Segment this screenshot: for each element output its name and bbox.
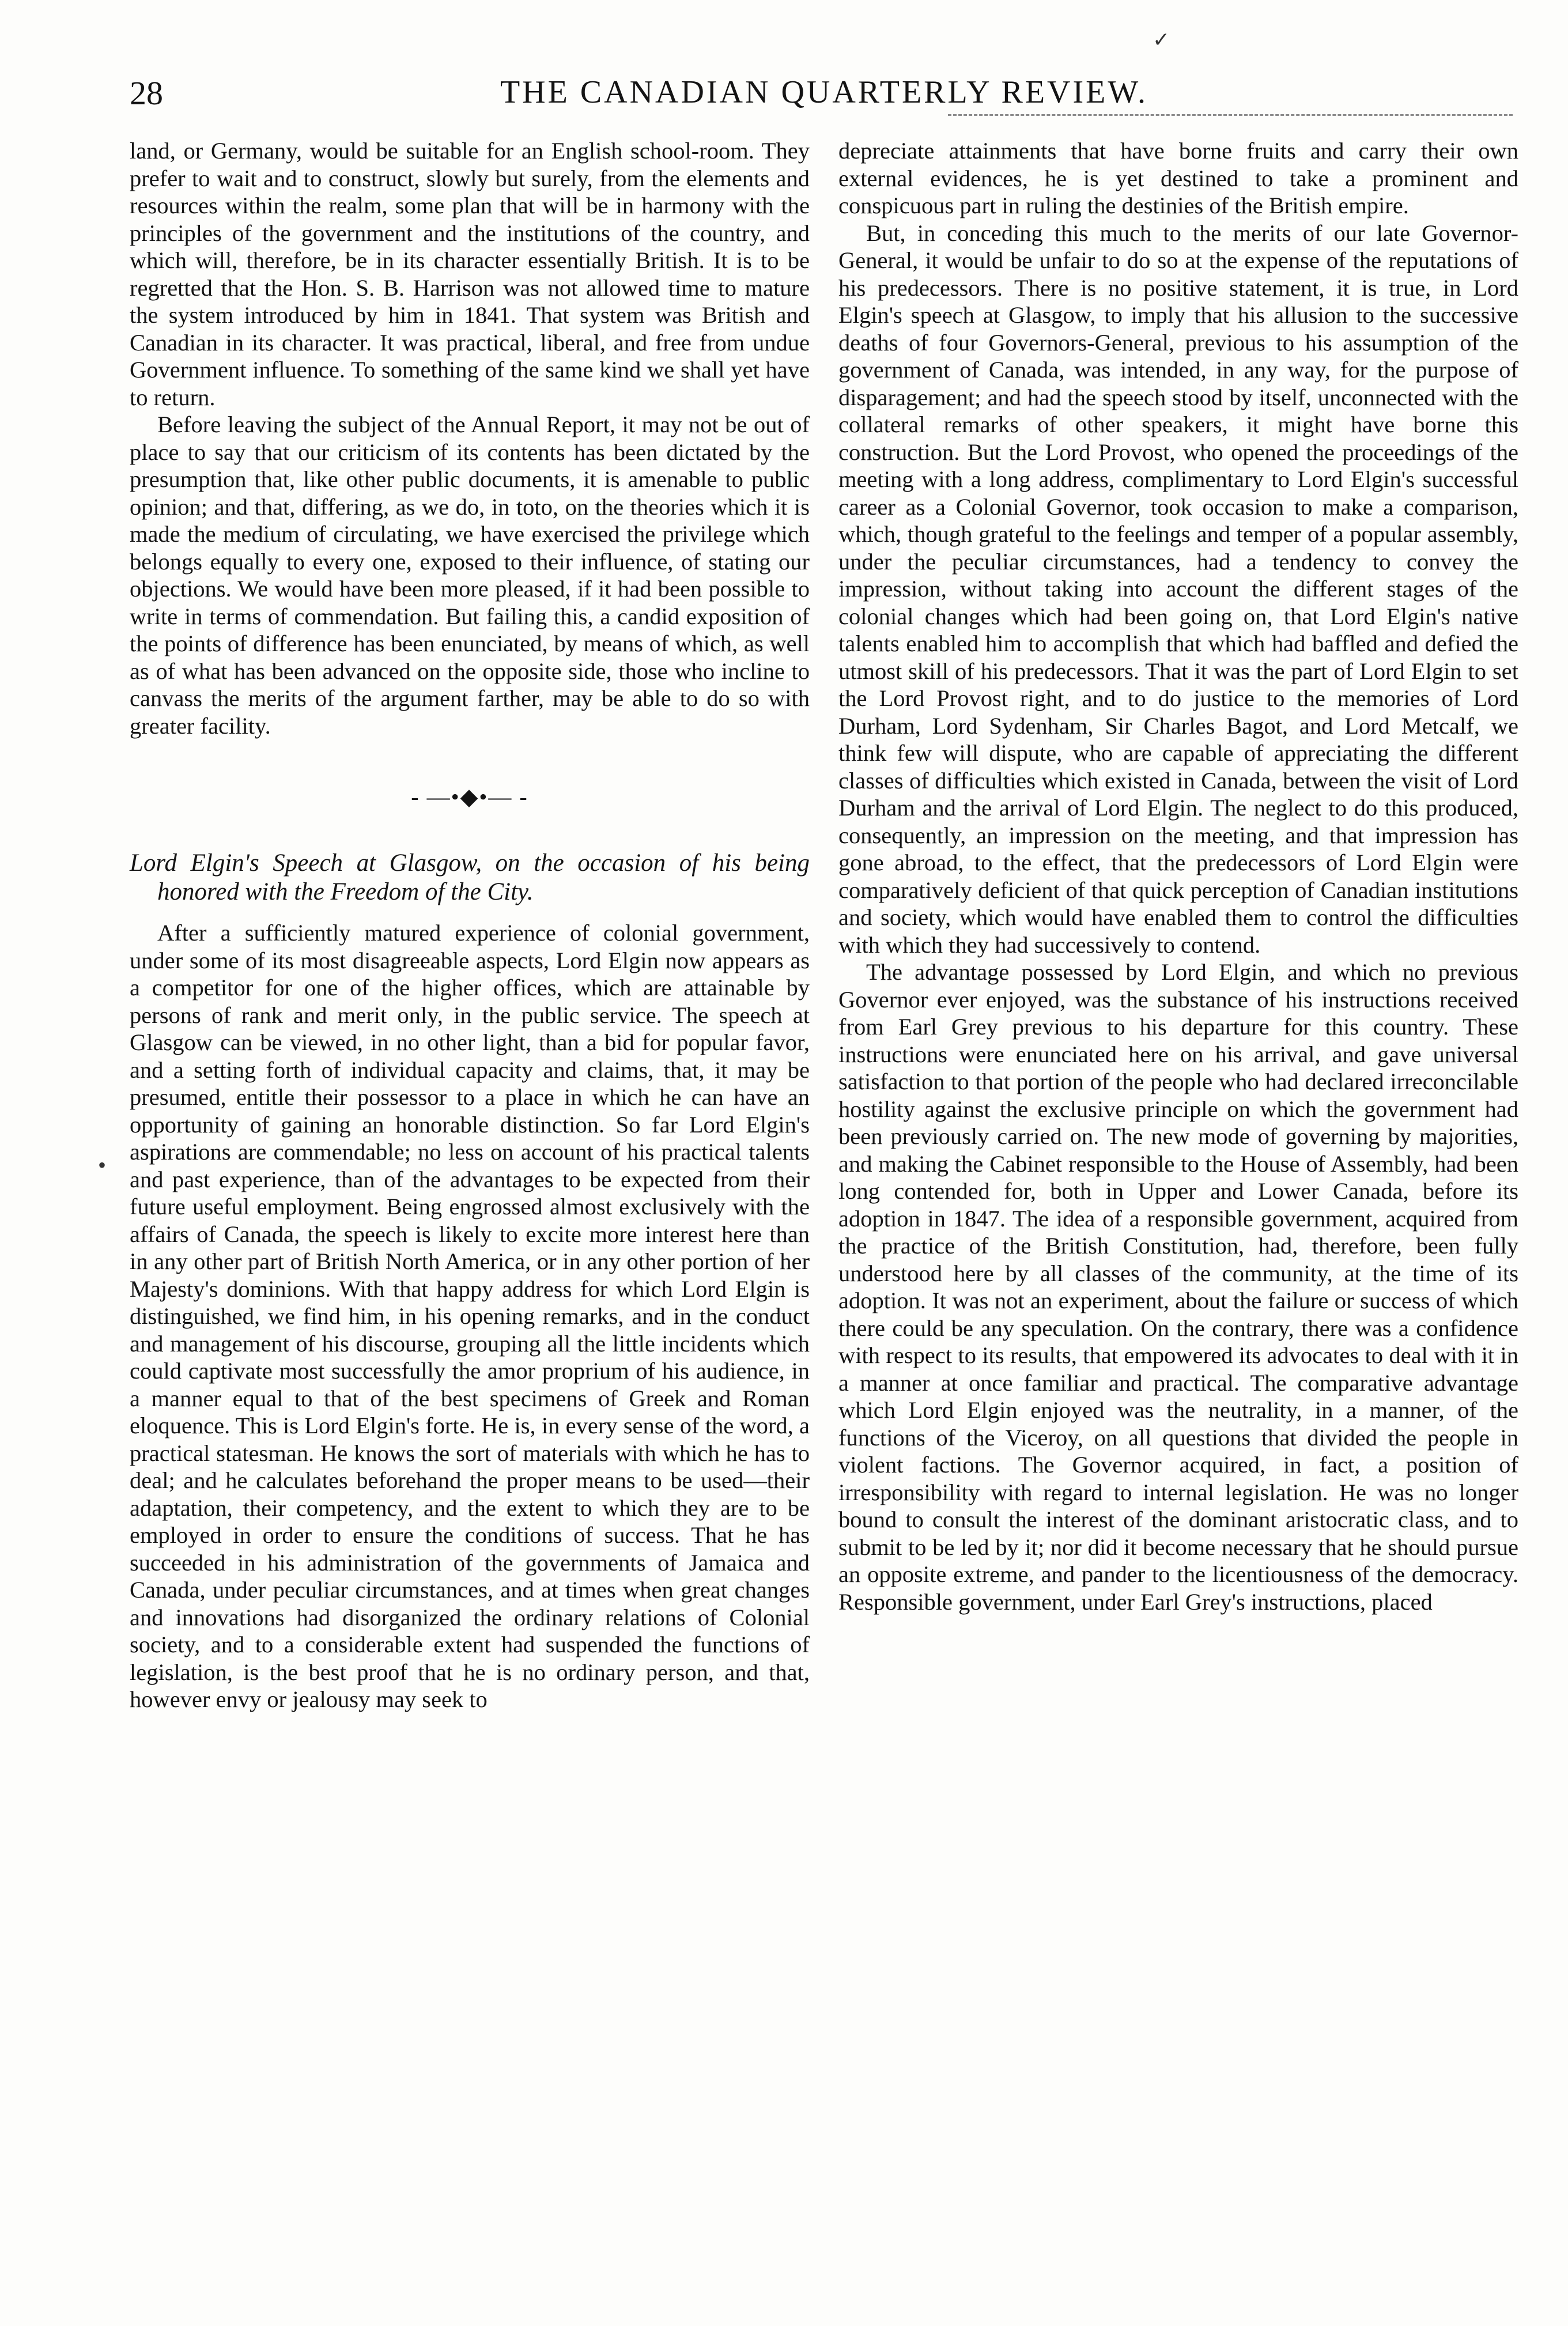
margin-bullet: • bbox=[98, 1152, 107, 1178]
left-column bbox=[130, 137, 810, 1713]
tick-mark: ✓ bbox=[1153, 28, 1170, 51]
paragraph: land, or Germany, would be suitable for an English school-room. They prefer to wait and to construct, slowly but surely, from the elements and resources within the realm, some plan that will be in harmony with the principles of the government and the institutions of the country, and which will, therefore, be in its character essentially British. It is to be regretted that the Hon. S. B. Harrison was not allowed time to mature the system introduced by him in 1841. That system was British and Canadian in its character. It was practical, liberal, and free from undue Government influence. To something of the same kind we shall yet have to return. bbox=[130, 138, 810, 410]
paragraph: Before leaving the subject of the Annual Report, it may not be out of place to say that our criticism of its contents has been dictated by the presumption that, like other public documents, it is amenable to public opinion; and that, differing, as we do, in toto, on the theories which it is made the medium of circulating, we have exercised the privilege which belongs equally to every one, exposed to their influence, of stating our objections. We would have been more pleased, if it had been possible to write in terms of commendation. But failing this, a candid exposition of the points of difference has been enunciated, by means of which, as well as of what has been advanced on the opposite side, those who incline to canvass the merits of the argument farther, may be able to do so with greater facility. bbox=[130, 411, 810, 739]
paragraph: After a sufficiently matured experience of colonial government, under some of its most disagreeable aspects, Lord Elgin now appears as a competitor for one of the higher offices, which are attainable by persons of rank and merit only, in the public service. The speech at Glasgow can be viewed, in no other light, than a bid for popular favor, and a setting forth of individual capacity and claims, that, it may be presumed, entitle their possessor to a place in which he can have an opportunity of gaining an honorable distinction. So far Lord Elgin's aspirations are commendable; no less on account of his practical talents and past experience, than of the advantages to be expected from their future useful employment. Being engrossed almost exclusively with the affairs of Canada, the speech is likely to excite more interest here than in any other part of British North America, or in any other portion of her Majesty's dominions. With that happy address for which Lord Elgin is distinguished, we find him, in his opening remarks, and in the conduct and management of his discourse, grouping all the little incidents which could captivate most successfully the amor proprium of his audience, in a manner equal to that of the best specimens of Greek and Roman eloquence. This is Lord Elgin's forte. He is, in every sense of the word, a practical statesman. He knows the sort of materials with which he has to deal; and he calculates beforehand the proper means to be used—their adaptation, their competency, and the extent to which they are to be employed in order to ensure the conditions of success. That he has succeeded in his administration of the governments of Jamaica and Canada, under peculiar circumstances, and at times when great changes and innovations had disorganized the ordinary relations of Colonial society, and to a considerable extent had suspended the functions of legislation, is the best proof that he is no ordinary person, and that, however envy or jealousy may seek to bbox=[130, 920, 810, 1712]
section-ornament: - —•◆•— - bbox=[411, 784, 528, 810]
paragraph: depreciate attainments that have borne fruits and carry their own external evidences, he is yet destined to take a prominent and conspicuous part in ruling the destinies of the British empire. bbox=[838, 138, 1518, 218]
page-header bbox=[130, 68, 1518, 126]
right-column bbox=[838, 137, 1518, 1615]
section-heading: Lord Elgin's Speech at Glasgow, on the occasion of his being honored with the Freedom of the City. bbox=[130, 849, 810, 905]
paragraph: But, in conceding this much to the merits of our late Governor-General, it would be unfair to do so at the expense of the reputations of his predecessors. There is no positive statement, it is true, in Lord Elgin's speech at Glasgow, to imply that his allusion to the successive deaths of four Governors-General, previous to his assumption of the government of Canada, was intended, in any way, for the purpose of disparagement; and had the speech stood by itself, unconnected with the collateral remarks of other speakers, it might have borne this construction. But the Lord Provost, who opened the proceedings of the meeting with a long address, complimentary to Lord Elgin's successful career as a Colonial Governor, took occasion to make a comparison, which, though grateful to the feelings and temper of a popular assembly, under the peculiar circumstances, had a tendency to convey the impression, without taking into account the different stages of the colonial changes which had been going on, that Lord Elgin's native talents enabled him to accomplish that which had baffled and defied the utmost skill of his predecessors. That it was the part of Lord Elgin to set the Lord Provost right, and to do justice to the memories of Lord Durham, Lord Sydenham, Sir Charles Bagot, and Lord Metcalf, we think few will dispute, who are capable of appreciating the different classes of difficulties which existed in Canada, between the visit of Lord Durham and the arrival of Lord Elgin. The neglect to do this produced, consequently, an impression on the meeting, and that impression has gone abroad, to the effect, that the predecessors of Lord Elgin were comparatively deficient of that quick perception of Canadian institutions and society, which would have enabled them to control the difficulties with which they had successively to contend. bbox=[838, 220, 1518, 958]
running-title: THE CANADIAN QUARTERLY REVIEW. bbox=[500, 74, 1148, 110]
header-rule bbox=[948, 114, 1513, 116]
page-number: 28 bbox=[130, 74, 163, 112]
paragraph: The advantage possessed by Lord Elgin, and which no previous Governor ever enjoyed, was the substance of his instructions received from Earl Grey previous to his departure for this country. These instructions were enunciated here on his arrival, and gave universal satisfaction to that portion of the people who had declared irreconcilable hostility against the exclusive principle on which the government had been previously carried on. The new mode of governing by majorities, and making the Cabinet responsible to the House of Assembly, had been long contended for, both in Upper and Lower Canada, before its adoption in 1847. The idea of a responsible government, acquired from the practice of the British Constitution, had, therefore, been fully understood here by all classes of the community, at the time of its adoption. It was not an experiment, about the failure or success of which there could be any speculation. On the contrary, there was a confidence with respect to its results, that empowered its advocates to deal with it in a manner at once familiar and practical. The comparative advantage which Lord Elgin enjoyed was the neutrality, in a manner, of the functions of the Viceroy, on all questions that divided the people in violent factions. The Governor acquired, in fact, a position of irresponsibility with regard to internal legislation. He was no longer bound to consult the interest of the dominant aristocratic class, and to submit to be led by it; nor did it become necessary that he should pursue an opposite extreme, and pander to the licentiousness of the democracy. Responsible government, under Earl Grey's instructions, placed bbox=[838, 959, 1518, 1615]
